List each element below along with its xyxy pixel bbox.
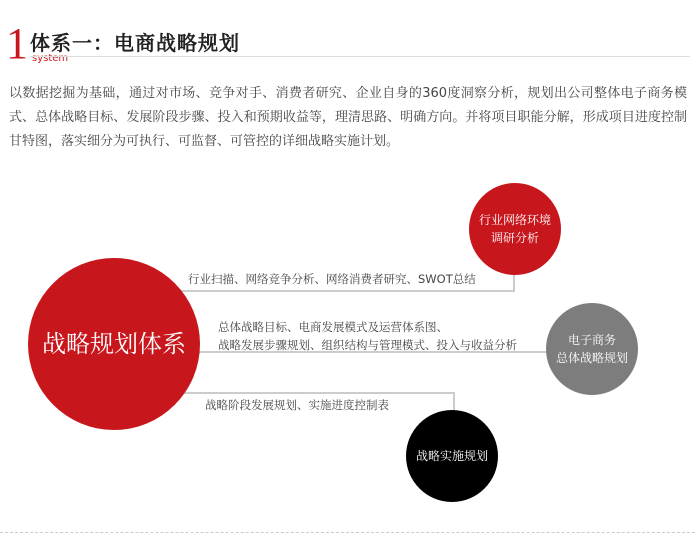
branch-text-line: 战略发展步骤规划、组织结构与管理模式、投入与收益分析 <box>218 338 517 352</box>
circle-label-line: 电子商务 <box>567 333 616 347</box>
branch-text-implementation <box>205 396 389 414</box>
center-label: 战略规划体系 <box>42 330 186 358</box>
circle-label-line: 战略实施规划 <box>415 449 488 463</box>
footer-divider <box>0 532 695 533</box>
circle-industry-research <box>469 183 561 275</box>
circle-label-line: 行业网络环境 <box>478 213 551 227</box>
branch-text-line: 行业扫描、网络竞争分析、网络消费者研究、SWOT总结 <box>188 272 476 286</box>
branch-text-industry <box>188 270 476 288</box>
section-title: 体系一：电商战略规划 <box>30 31 240 55</box>
header-divider <box>30 56 690 57</box>
section-number: 1 <box>6 19 28 68</box>
branch-text-line: 战略阶段发展规划、实施进度控制表 <box>205 398 389 412</box>
circle-implementation <box>406 410 498 502</box>
intro-paragraph: 以数据挖掘为基础，通过对市场、竞争对手、消费者研究、企业自身的360度洞察分析，规划出公司整体电子商务模式、总体战略目标、发展阶段步骤、投入和预期收益等，理清思路、明确方向。并将项目职能分解，形成项目进度控制甘特图，落实细分为可执行、可监督、可管控的详细战略实施计划。 <box>9 86 687 149</box>
center-circle <box>28 258 200 430</box>
circle-overall-strategy <box>546 303 638 395</box>
section-subtitle: system <box>32 53 69 64</box>
branch-text-strategy <box>218 318 517 354</box>
circle-label-line: 总体战略规划 <box>555 351 628 365</box>
branch-text-line: 总体战略目标、电商发展模式及运营体系图、 <box>218 320 448 334</box>
circle-label-line: 调研分析 <box>490 231 539 245</box>
